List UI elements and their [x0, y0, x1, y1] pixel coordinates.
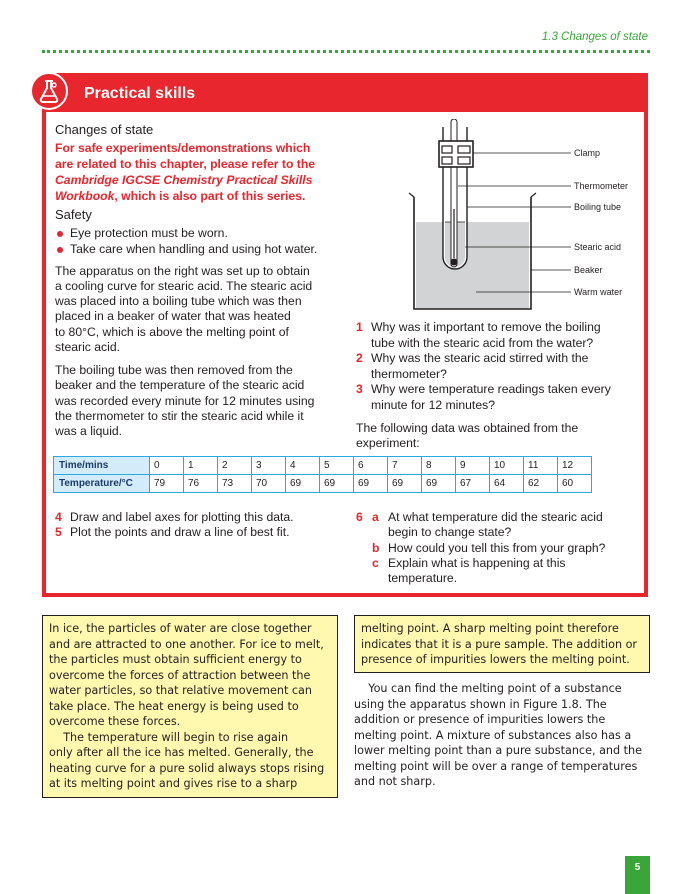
note-line: take place. The heat energy is being used to [49, 699, 299, 713]
body-line: using the apparatus shown in Figure 1.8. The [354, 697, 607, 711]
body-paragraph [354, 681, 644, 790]
paragraph-2-line: The boiling tube was then removed from the [55, 363, 293, 377]
diagram-label-stearic-acid: Stearic acid [574, 242, 622, 252]
question-3-line: Why were temperature readings taken every [371, 382, 611, 396]
time-cell: 6 [354, 457, 388, 475]
warning-line-1: For safe experiments/demonstrations which [55, 141, 311, 155]
temperature-cell: 69 [354, 475, 388, 493]
cooling-curve-apparatus-diagram [406, 119, 646, 319]
question-6a-line: At what temperature did the stearic acid [388, 510, 603, 524]
question-6a-line: begin to change state? [388, 525, 512, 539]
paragraph-1-line: stearic acid. [55, 340, 121, 354]
question-number: 5 [55, 525, 62, 539]
time-cell: 5 [320, 457, 354, 475]
diagram-label-clamp: Clamp [574, 148, 601, 158]
diagram-label-beaker: Beaker [574, 265, 603, 275]
question-6b-text: How could you tell this from your graph? [388, 541, 606, 555]
safety-item-1: Eye protection must be worn. [70, 226, 228, 240]
paragraph-1-line: was placed into a boiling tube which was then [55, 294, 302, 308]
time-cell: 4 [286, 457, 320, 475]
bullet-dot [57, 247, 63, 253]
note-box-right [354, 615, 650, 673]
paragraph-1-line: The apparatus on the right was set up to obtain [55, 264, 310, 278]
note-box-left [42, 615, 338, 798]
temperature-cell: 69 [388, 475, 422, 493]
time-cell: 2 [218, 457, 252, 475]
temperature-cell: 67 [456, 475, 490, 493]
question-2-line: Why was the stearic acid stirred with the [371, 351, 589, 365]
question-number: 1 [356, 320, 363, 334]
note-line: presence of impurities lowers the melting point. [361, 653, 630, 666]
data-table [53, 456, 592, 493]
temperature-cell: 69 [320, 475, 354, 493]
note-line: and are attracted to one another. For ice to melt, [49, 637, 324, 651]
body-line: You can find the melting point of a substance [354, 682, 622, 695]
page-number: 5 [625, 856, 650, 894]
warning-line-4 [55, 189, 305, 205]
paragraph-1-line: placed in a beaker of water that was heated [55, 309, 291, 323]
temperature-cell: 73 [218, 475, 252, 493]
note-line: melting point. A sharp melting point therefore [361, 622, 619, 635]
body-line: melting point. A mixture of substances also has a [354, 728, 632, 742]
note-line: water particles, so that relative movement can [49, 684, 312, 697]
note-line: The temperature will begin to rise again [49, 730, 289, 744]
data-intro-line: experiment: [356, 436, 420, 450]
question-number: 3 [356, 382, 363, 396]
question-1-line: Why was it important to remove the boiling [371, 320, 601, 334]
diagram-label-warm-water: Warm water [574, 287, 623, 297]
time-cell: 10 [490, 457, 524, 475]
flask-icon [30, 72, 68, 110]
question-1-line: tube with the stearic acid from the water? [371, 336, 594, 350]
panel-title: Practical skills [84, 85, 196, 102]
temperature-cell: 62 [524, 475, 558, 493]
table-row-temperature [54, 475, 592, 493]
practical-skills-panel [42, 73, 648, 597]
time-cell: 0 [150, 457, 184, 475]
paragraph-2-line: was recorded every minute for 12 minutes using [55, 394, 315, 408]
diagram-label-thermometer: Thermometer [574, 181, 629, 191]
paragraph-1-line: a cooling curve for stearic acid. The stearic acid [55, 279, 313, 293]
temperature-cell: 69 [422, 475, 456, 493]
time-cell: 12 [558, 457, 592, 475]
note-line: indicates that it is a pure sample. The addition or [361, 637, 638, 651]
note-line: overcome these forces. [49, 715, 181, 728]
note-line: the particles must obtain sufficient energy to [49, 653, 302, 666]
panel-title-bar [46, 77, 644, 112]
question-part-letter: a [372, 510, 379, 524]
question-part-letter: b [372, 541, 380, 555]
paragraph-2-line: the thermometer to stir the stearic acid while it [55, 409, 304, 423]
time-cell: 8 [422, 457, 456, 475]
paragraph-2-line: beaker and the temperature of the stearic acid [55, 378, 305, 392]
time-cell: 7 [388, 457, 422, 475]
question-4-text: Draw and label axes for plotting this data. [70, 510, 294, 524]
question-3-line: minute for 12 minutes? [371, 398, 495, 412]
question-2-line: thermometer? [371, 367, 447, 381]
paragraph-2-line: was a liquid. [55, 424, 123, 438]
warning-line-3: Cambridge IGCSE Chemistry Practical Skills [55, 173, 313, 187]
temperature-cell: 79 [150, 475, 184, 493]
time-cell: 11 [524, 457, 558, 475]
note-line: only after all the ice has melted. Generally, the [49, 746, 314, 759]
header-dotted-rule [42, 50, 650, 53]
workbook-title: Workbook [55, 189, 115, 203]
temperature-cell: 60 [558, 475, 592, 493]
running-header: 1.3 Changes of state [541, 31, 648, 43]
temperature-cell: 69 [286, 475, 320, 493]
temperature-cell: 70 [252, 475, 286, 493]
warning-line-2: are related to this chapter, please refer to the [55, 157, 316, 171]
safety-heading: Safety [55, 207, 92, 222]
data-intro-line: The following data was obtained from the [356, 421, 579, 435]
bullet-dot [57, 231, 63, 237]
time-cell: 1 [184, 457, 218, 475]
warm-water [416, 222, 529, 309]
note-line: In ice, the particles of water are close together [49, 622, 312, 635]
note-line: overcome the forces of attraction between the [49, 668, 311, 682]
body-line: addition or presence of impurities lowers the [354, 713, 606, 726]
question-part-letter: c [372, 556, 379, 570]
note-line: heating curve for a pure solid always stops rising [49, 761, 325, 775]
table-row-time [54, 457, 592, 475]
question-6c-line: temperature. [388, 571, 458, 585]
question-number: 4 [55, 510, 62, 524]
temperature-cell: 64 [490, 475, 524, 493]
safety-item-2: Take care when handling and using hot water. [70, 242, 318, 256]
body-line: melting point will be over a range of temperatures [354, 759, 638, 773]
temperature-cell: 76 [184, 475, 218, 493]
question-number: 2 [356, 351, 363, 365]
time-cell: 9 [456, 457, 490, 475]
note-line: at its melting point and gives rise to a sharp [49, 777, 298, 790]
diagram-label-boiling-tube: Boiling tube [574, 202, 622, 212]
body-line: and not sharp. [354, 775, 436, 788]
table-header-temperature: Temperature/°C [54, 475, 150, 493]
time-cell: 3 [252, 457, 286, 475]
question-number: 6 [356, 510, 363, 524]
warning-line-4-rest: , which is also part of this series. [114, 189, 306, 203]
table-header-time: Time/mins [54, 457, 150, 475]
paragraph-1-line: to 80°C, which is above the melting point of [55, 325, 289, 339]
panel-subtitle: Changes of state [55, 122, 154, 137]
question-6c-line: Explain what is happening at this [388, 556, 566, 570]
body-line: lower melting point than a pure substance, and the [354, 744, 643, 757]
question-5-text: Plot the points and draw a line of best fit. [70, 525, 290, 539]
